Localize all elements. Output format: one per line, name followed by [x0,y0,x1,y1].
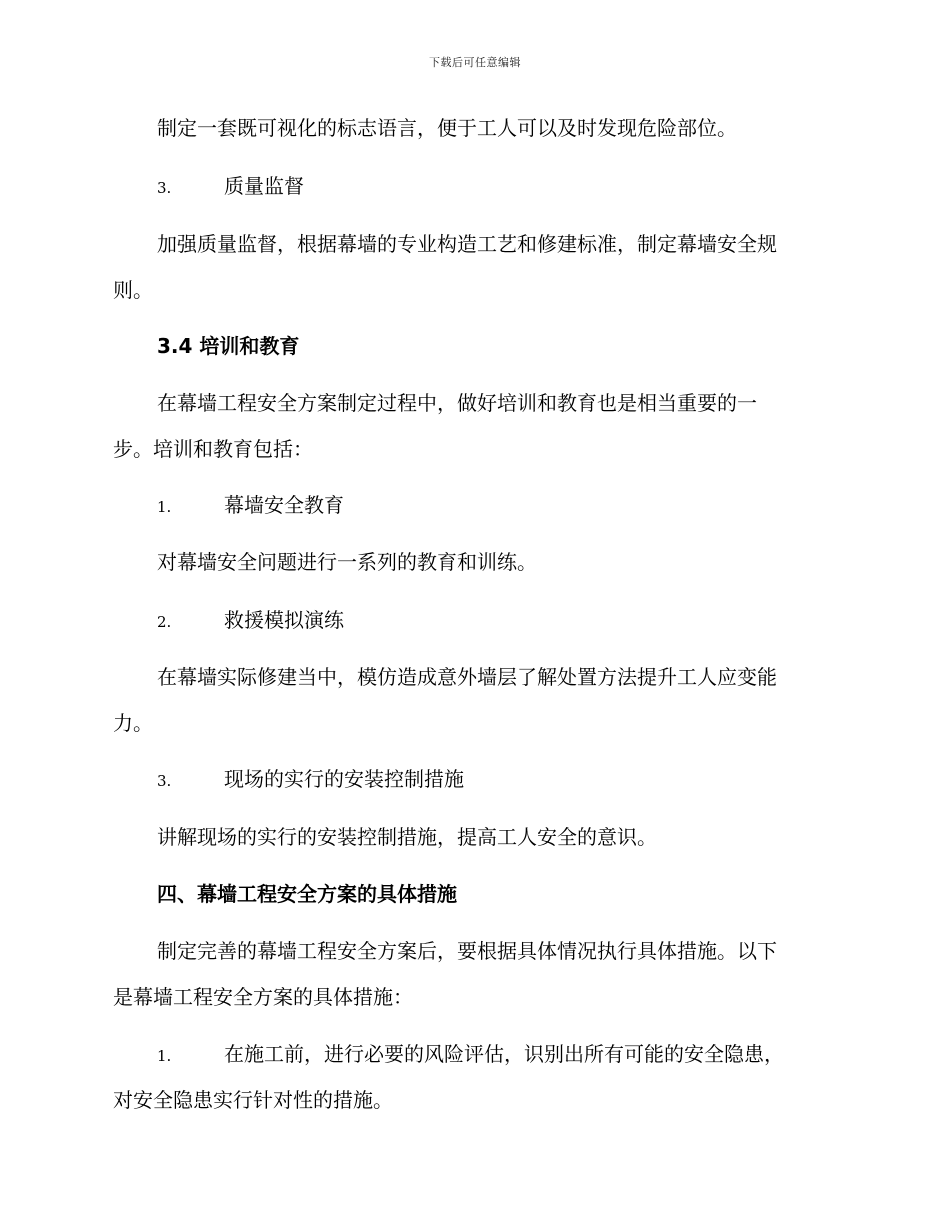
list-number: 1. [157,1047,172,1065]
list-item-quality: 质量监督 [224,174,304,198]
paragraph-training-line1: 在幕墙工程安全方案制定过程中，做好培训和教育也是相当重要的一 [157,391,757,415]
list-number: 3. [157,772,172,790]
section-heading-4: 四、幕墙工程安全方案的具体措施 [157,882,457,906]
paragraph-drill-line1: 在幕墙实际修建当中，模仿造成意外墙层了解处置方法提升工人应变能 [157,665,777,689]
paragraph-quality-line2: 则。 [113,278,153,302]
paragraph-drill-line2: 力。 [113,711,153,735]
paragraph-training-line2: 步。培训和教育包括： [113,437,313,461]
list-number: 3. [157,179,172,197]
paragraph-site-control: 讲解现场的实行的安装控制措施，提高工人安全的意识。 [157,825,657,849]
section-heading-3-4: 3.4 培训和教育 [157,334,300,358]
paragraph-education: 对幕墙安全问题进行一系列的教育和训练。 [157,550,537,574]
paragraph-signage: 制定一套既可视化的标志语言，便于工人可以及时发现危险部位。 [157,116,737,140]
page-header: 下载后可任意编辑 [429,56,521,69]
list-number: 1. [157,498,172,516]
list-item-risk-assessment-line1: 在施工前，进行必要的风险评估，识别出所有可能的安全隐患， [224,1042,784,1066]
paragraph-quality-line1: 加强质量监督，根据幕墙的专业构造工艺和修建标准，制定幕墙安全规 [157,232,777,256]
paragraph-measures-line1: 制定完善的幕墙工程安全方案后，要根据具体情况执行具体措施。以下 [157,939,777,963]
paragraph-measures-line2: 是幕墙工程安全方案的具体措施： [113,985,413,1009]
list-number: 2. [157,613,172,631]
list-item-safety-education: 幕墙安全教育 [224,493,344,517]
list-item-site-control: 现场的实行的安装控制措施 [224,767,464,791]
list-item-rescue-drill: 救援模拟演练 [224,608,344,632]
list-item-risk-assessment-line2: 对安全隐患实行针对性的措施。 [113,1088,393,1112]
